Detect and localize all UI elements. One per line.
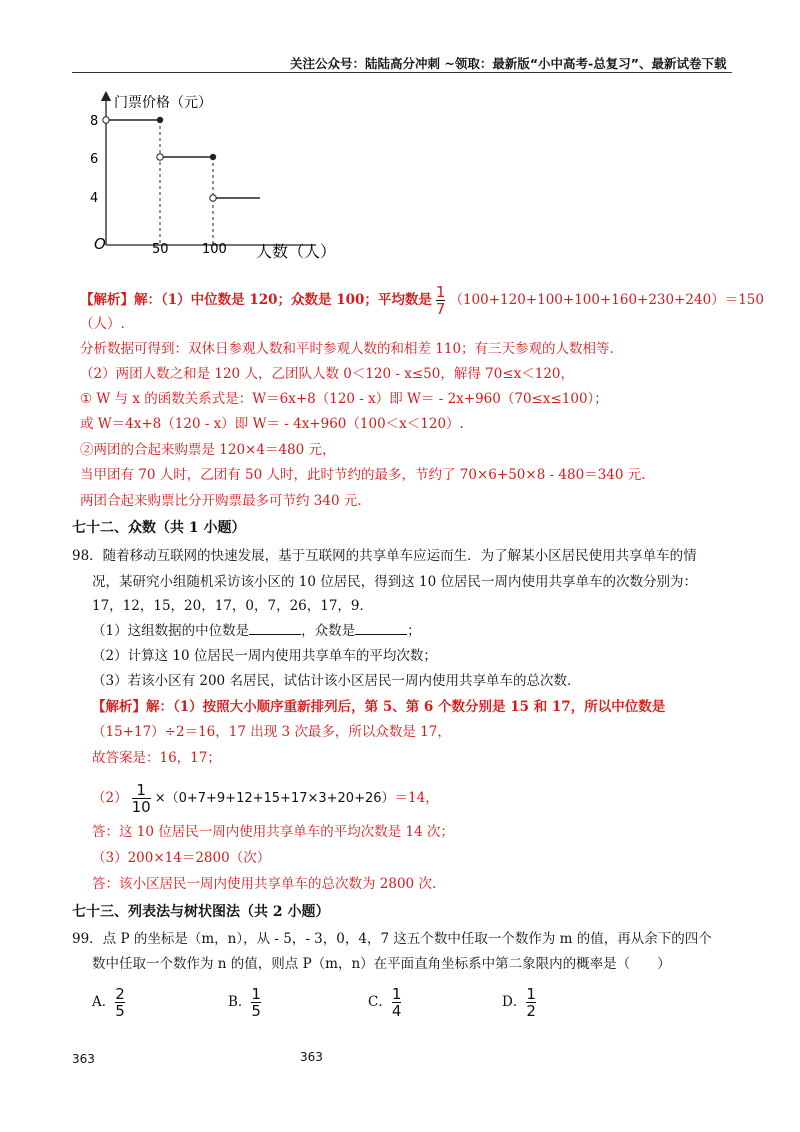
sol97-line7: ②两团的合起来购票是 120×4＝480 元，: [80, 442, 336, 458]
q99-option-c[interactable]: C． $\frac{1}{4}$: [368, 985, 402, 1020]
q98-line3: 17，12，15，20，17，0，7，26，17，9．: [92, 598, 374, 614]
origin-label: O: [94, 235, 106, 253]
page-number-center: 363: [300, 1050, 323, 1064]
sol98-line6: （3）200×14＝2800（次）: [92, 850, 271, 866]
x-axis-label: 人数（人）: [256, 242, 337, 261]
q98-line1: 98．随着移动互联网的快速发展，基于互联网的共享单车应运而生．为了解某小区居民使用共享单车的情: [72, 548, 697, 564]
sol98-line7: 答：该小区居民一周内使用共享单车的总次数为 2800 次.: [92, 876, 437, 892]
sol98-line5: 答：这 10 位居民一周内使用共享单车的平均次数是 14 次；: [92, 824, 455, 840]
sol98-line2: （15+17）÷2＝16，17 出现 3 次最多，所以众数是 17，: [92, 724, 451, 740]
q99-line1: 99．点 P 的坐标是（m，n），从 - 5，- 3，0，4，7 这五个数中任取一个数作为 m 的值，再从余下的四个: [72, 931, 712, 947]
y-tick-4: 4: [90, 191, 99, 206]
page-header: 关注公众号：陆陆高分冲刺 ~领取：最新版“小中高考-总复习”、最新试卷下载: [290, 56, 727, 71]
y-tick-8: 8: [90, 114, 99, 129]
sol97-line3: 分析数据可得到：双休日参观人数和平时参观人数的和相差 110；有三天参观的人数相等.: [80, 341, 614, 357]
closed-point-50-8: [157, 117, 163, 123]
sol97-line5: ① W 与 x 的函数关系式是：W＝6x+8（120 - x）即 W＝ - 2x+960（70≤x≤100）；: [80, 391, 608, 407]
q99-option-b[interactable]: B． $\frac{1}{5}$: [228, 985, 261, 1020]
q98-line4: （1）这组数据的中位数是 ，众数是 ；: [92, 620, 421, 641]
mode-blank[interactable]: [355, 620, 407, 635]
sol97-line4: （2）两团人数之和是 120 人，乙团队人数 0＜120 - x≤50，解得 70≤x＜120，: [80, 366, 574, 382]
sol97-line9: 两团合起来购票比分开购票最多可节约 340 元.: [80, 493, 362, 509]
open-point-50-6: [157, 154, 163, 160]
page-number-left: 363: [72, 1052, 95, 1066]
sol97-line2: （人）.: [80, 316, 125, 332]
closed-point-100-6: [210, 154, 216, 160]
section-72-title: 七十二、众数（共 1 小题）: [72, 520, 246, 536]
sol97-line6: 或 W＝4x+8（120 - x）即 W＝ - 4x+960（100＜x＜120）.: [80, 416, 464, 432]
sol98-line4: （2） $\frac{1}{10}$ ×（0+7+9+12+15+17×3+20+26）＝14，: [92, 781, 439, 816]
x-tick-50: 50: [152, 242, 169, 257]
q99-option-d[interactable]: D． $\frac{1}{2}$: [502, 985, 536, 1020]
sol97-line1: 【解析】解：（1）中位数是 120；众数是 100；平均数是 $\frac{1}{7}$ （100+120+100+100+160+230+240）＝150: [80, 283, 764, 318]
section-73-title: 七十三、列表法与树状图法（共 2 小题）: [72, 904, 330, 920]
sol97-line8: 当甲团有 70 人时，乙团有 50 人时，此时节约的最多，节约了 70×6+50×8 - 480＝340 元.: [80, 467, 646, 483]
q98-line5: （2）计算这 10 位居民一周内使用共享单车的平均次数；: [92, 648, 437, 664]
q99-option-a[interactable]: A． $\frac{2}{5}$: [92, 985, 125, 1020]
q99-line2: 数中任取一个数作为 n 的值，则点 P（m，n）在平面直角坐标系中第二象限内的概率是（ ）: [92, 956, 671, 972]
y-tick-6: 6: [90, 152, 99, 167]
q98-line2: 况，某研究小组随机采访该小区的 10 位居民，得到这 10 位居民一周内使用共享单车的次数分别为：: [92, 574, 698, 590]
ticket-price-step-chart: [80, 90, 337, 268]
q98-line6: （3）若该小区有 200 名居民，试估计该小区居民一周内使用共享单车的总次数．: [92, 673, 581, 689]
sol98-line3: 故答案是：16，17；: [92, 750, 221, 766]
y-axis-label: 门票价格（元）: [114, 95, 212, 111]
open-point-0-8: [103, 117, 109, 123]
header-rule: [72, 72, 732, 73]
median-blank[interactable]: [249, 620, 301, 635]
open-point-100-4: [210, 195, 216, 201]
x-tick-100: 100: [202, 242, 227, 257]
sol98-line1: 【解析】解：（1）按照大小顺序重新排列后，第 5、第 6 个数分别是 15 和 17，所以中位数是: [92, 699, 666, 715]
